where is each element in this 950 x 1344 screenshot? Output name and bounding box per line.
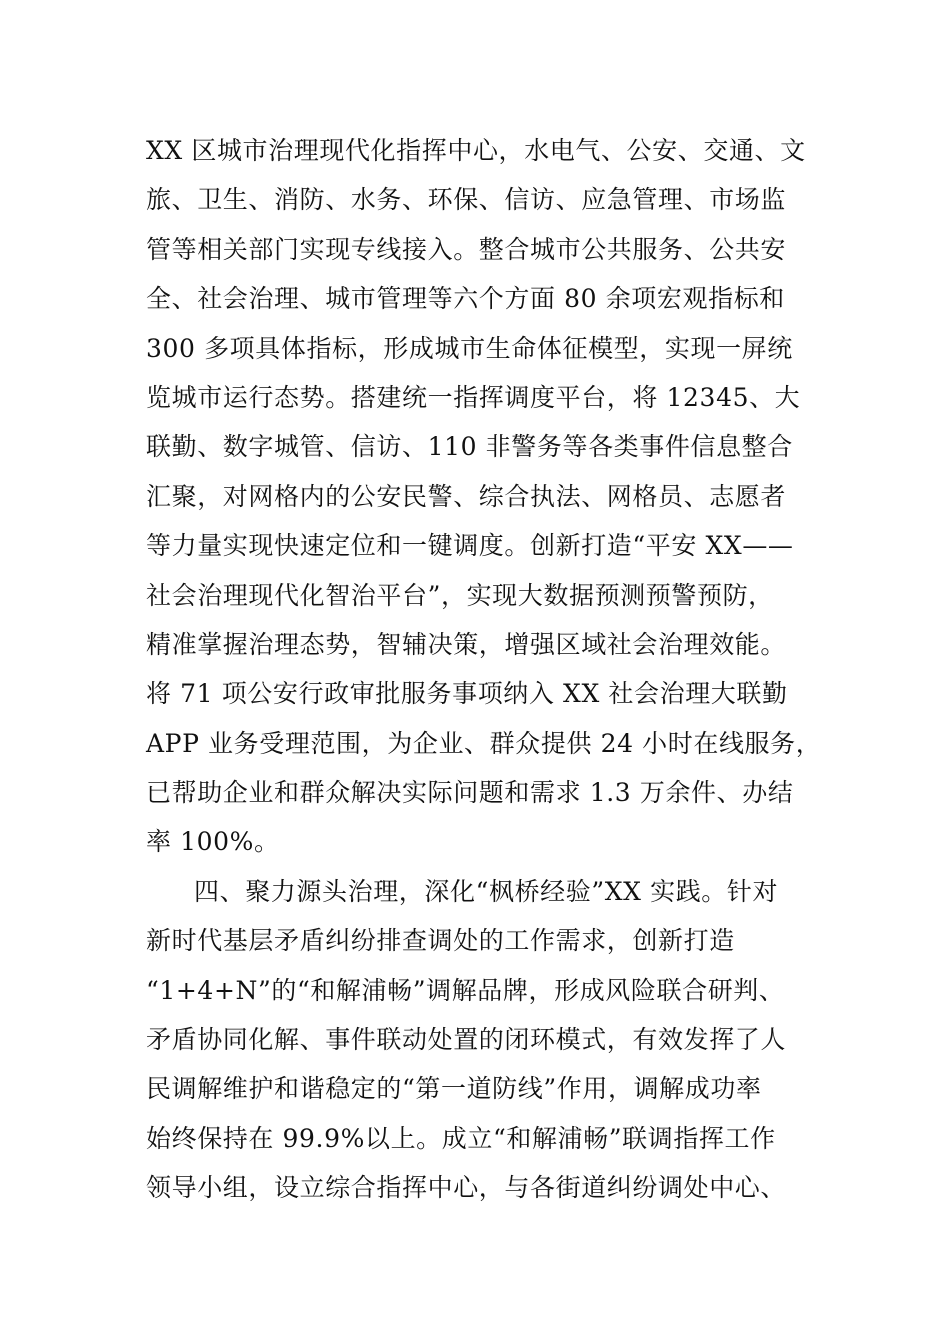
text-line-13: APP 业务受理范围，为企业、群众提供 24 小时在线服务，	[146, 728, 822, 758]
document-body	[146, 126, 846, 1213]
text-line-7: 联勤、数字城管、信访、110 非警务等各类事件信息整合	[146, 432, 793, 462]
text-line-4: 全、社会治理、城市管理等六个方面 80 余项宏观指标和	[146, 284, 785, 314]
text-line-22: 领导小组，设立综合指挥中心，与各街道纠纷调处中心、	[146, 1173, 787, 1203]
text-line-8: 汇聚，对网格内的公安民警、综合执法、网格员、志愿者	[146, 481, 787, 511]
text-line-10: 社会治理现代化智治平台”，实现大数据预测预警预防，	[146, 580, 774, 610]
text-line-3: 管等相关部门实现专线接入。整合城市公共服务、公共安	[146, 234, 787, 264]
text-line-18: “1+4+N”的“和解浦畅”调解品牌，形成风险联合研判、	[146, 975, 785, 1005]
text-line-1: XX 区城市治理现代化指挥中心，水电气、公安、交通、文	[146, 136, 806, 165]
paragraph-heading-line: 四、聚力源头治理，深化“枫桥经验”XX 实践。针对	[194, 876, 779, 906]
text-line-6: 览城市运行态势。搭建统一指挥调度平台，将 12345、大	[146, 382, 801, 412]
text-line-5: 300 多项具体指标，形成城市生命体征模型，实现一屏统	[146, 333, 793, 363]
text-line-12: 将 71 项公安行政审批服务事项纳入 XX 社会治理大联勤	[146, 679, 788, 709]
text-line-15: 率 100%。	[146, 827, 280, 857]
text-line-17: 新时代基层矛盾纠纷排查调处的工作需求，创新打造	[146, 926, 735, 956]
text-line-2: 旅、卫生、消防、水务、环保、信访、应急管理、市场监	[146, 185, 787, 215]
text-line-21: 始终保持在 99.9%以上。成立“和解浦畅”联调指挥工作	[146, 1123, 776, 1153]
text-line-14: 已帮助企业和群众解决实际问题和需求 1.3 万余件、办结	[146, 778, 794, 808]
text-line-9: 等力量实现快速定位和一键调度。创新打造“平安 XX——	[146, 531, 794, 561]
text-line-11: 精准掌握治理态势，智辅决策，增强区域社会治理效能。	[146, 629, 787, 659]
text-line-20: 民调解维护和谐稳定的“第一道防线”作用，调解成功率	[146, 1074, 762, 1104]
text-line-19: 矛盾协同化解、事件联动处置的闭环模式，有效发挥了人	[146, 1025, 787, 1055]
